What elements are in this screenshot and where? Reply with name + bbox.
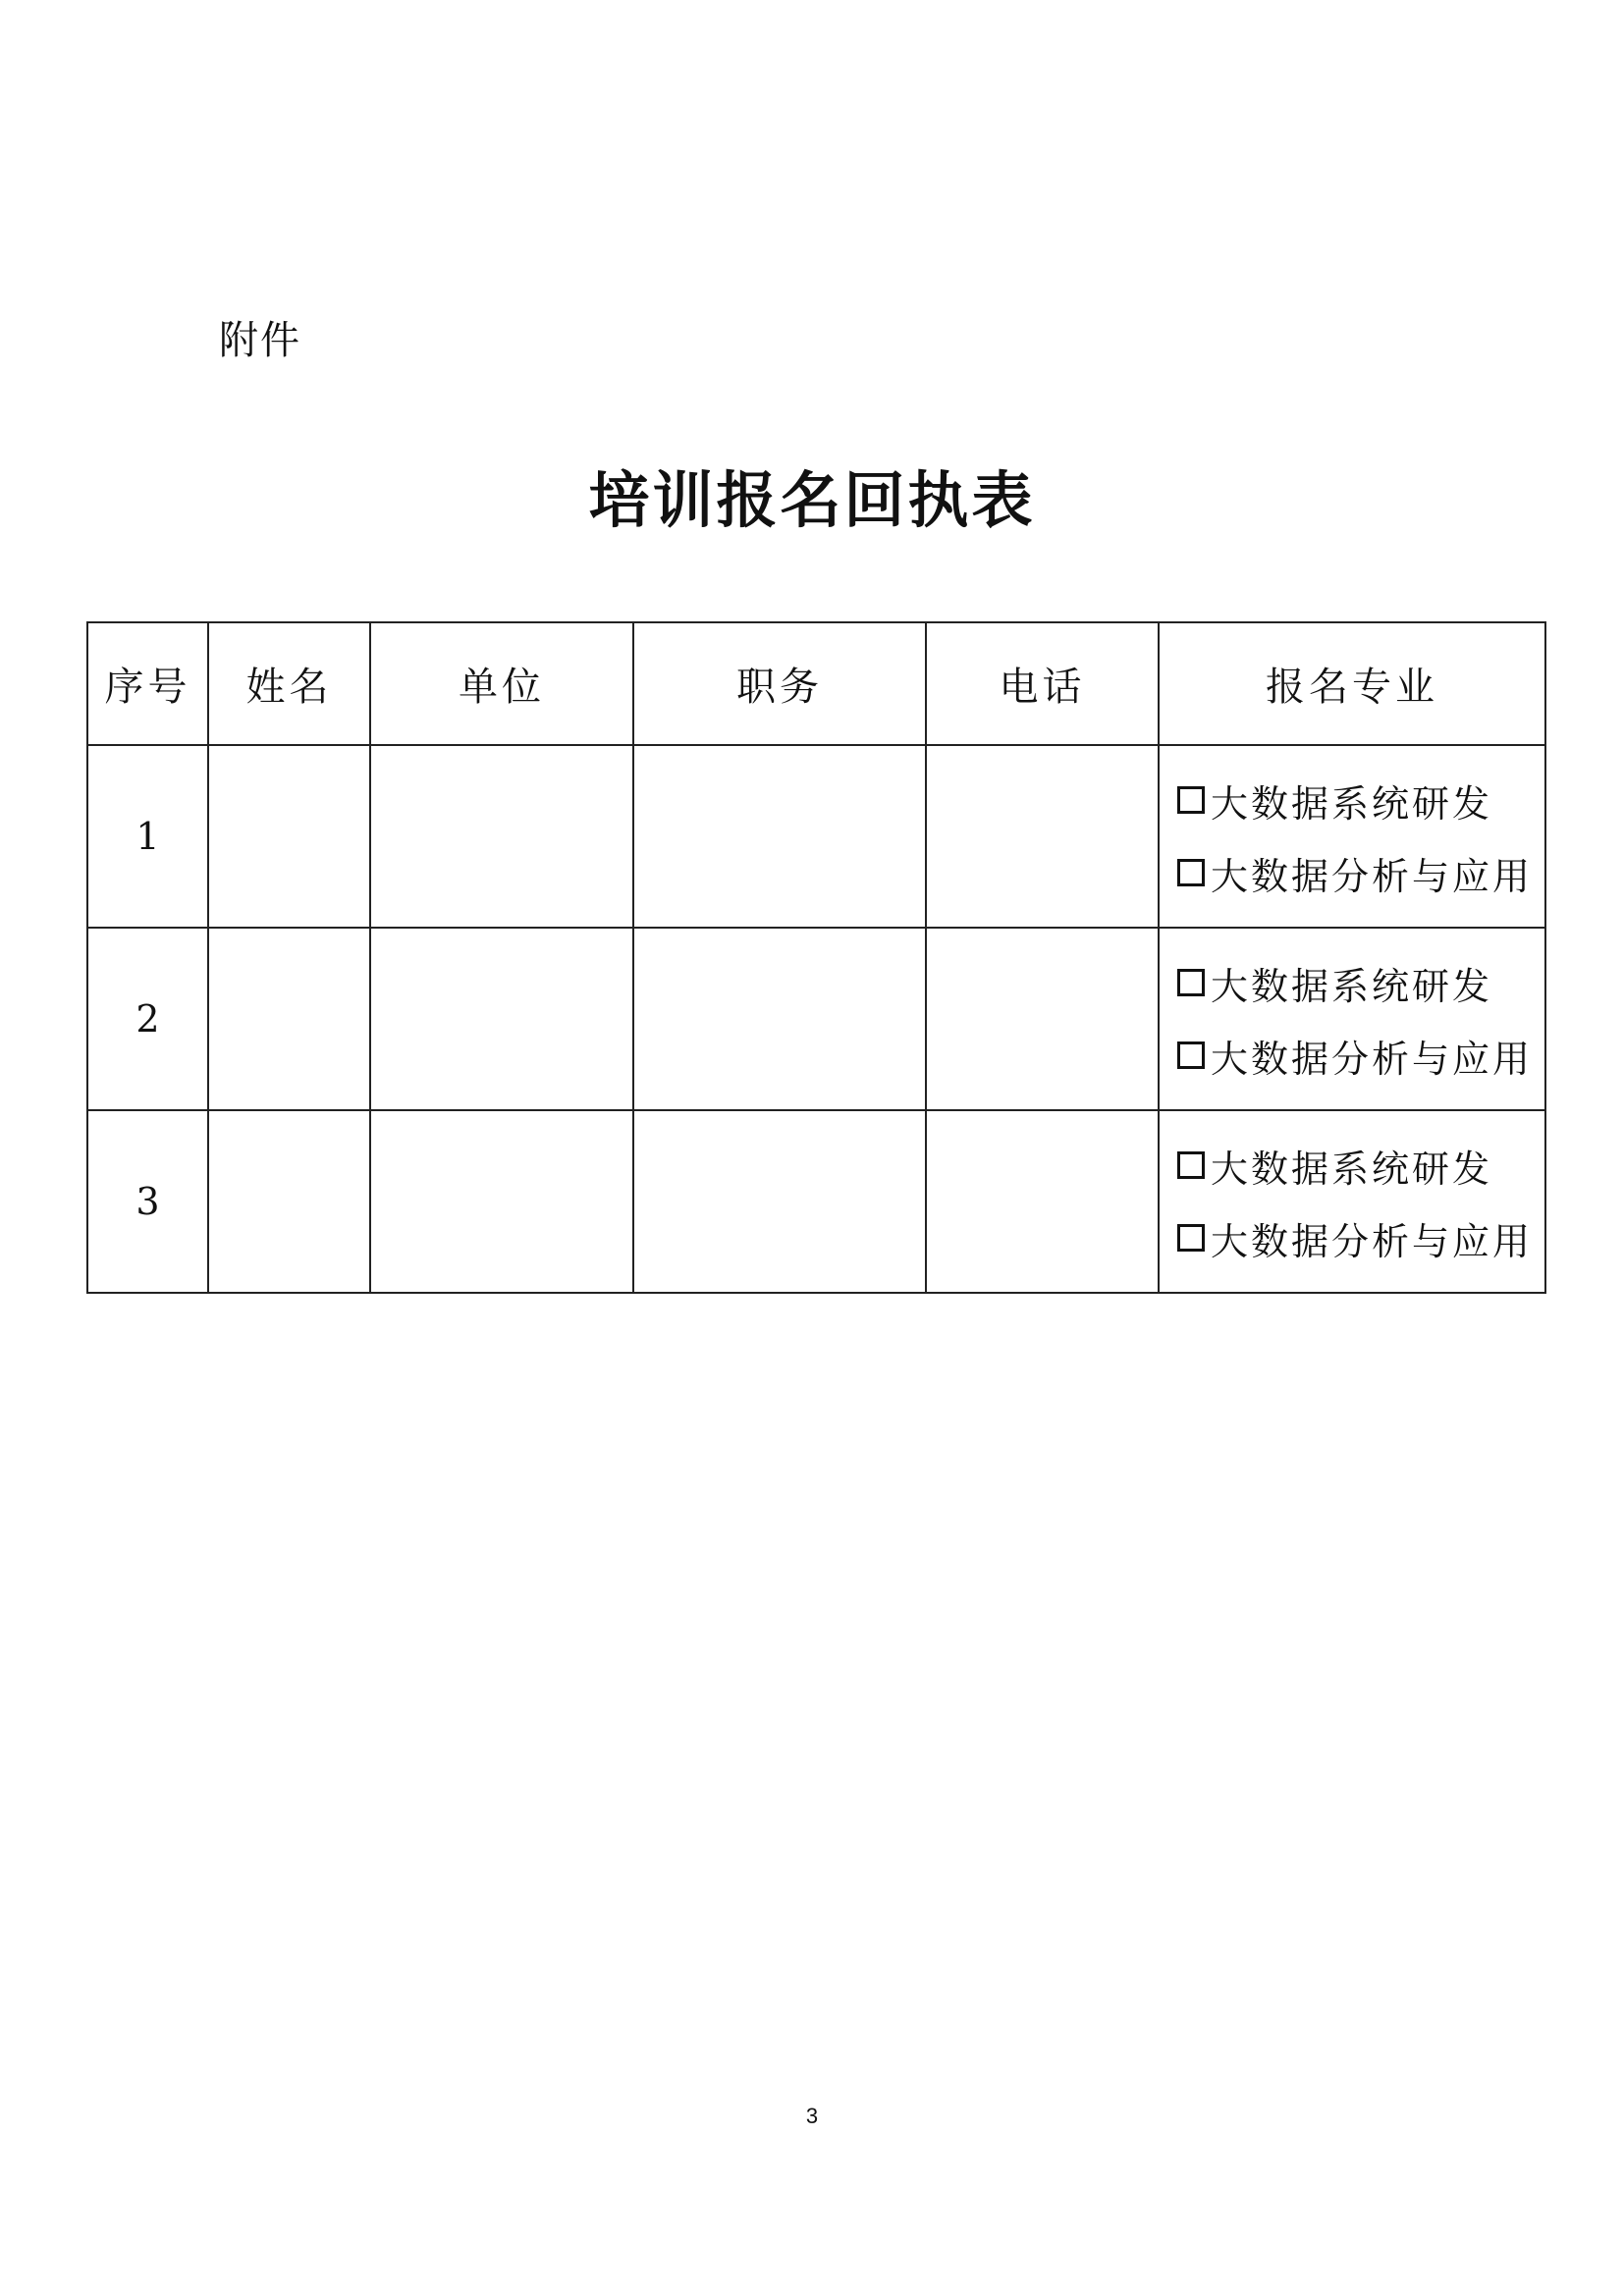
name-cell[interactable] bbox=[208, 745, 370, 928]
unit-cell[interactable] bbox=[370, 928, 633, 1110]
major-option[interactable] bbox=[1177, 1206, 1544, 1269]
checkbox-icon[interactable] bbox=[1177, 969, 1205, 996]
major-option-label: 大数据系统研发 bbox=[1211, 1147, 1493, 1191]
major-option[interactable] bbox=[1177, 1024, 1544, 1087]
column-header-major: 报名专业 bbox=[1159, 622, 1545, 745]
page-title: 培训报名回执表 bbox=[588, 464, 1036, 536]
major-option-label: 大数据系统研发 bbox=[1211, 964, 1493, 1008]
checkbox-icon[interactable] bbox=[1177, 859, 1205, 886]
row-seq: 3 bbox=[87, 1110, 208, 1293]
major-option[interactable] bbox=[1177, 769, 1544, 831]
checkbox-icon[interactable] bbox=[1177, 1224, 1205, 1252]
position-cell[interactable] bbox=[633, 1110, 926, 1293]
major-cell bbox=[1159, 745, 1545, 928]
name-cell[interactable] bbox=[208, 1110, 370, 1293]
attachment-label: 附件 bbox=[219, 318, 301, 363]
row-seq: 1 bbox=[87, 745, 208, 928]
major-option-label: 大数据分析与应用 bbox=[1211, 1219, 1534, 1263]
table-row bbox=[87, 928, 1545, 1110]
major-option-label: 大数据系统研发 bbox=[1211, 781, 1493, 826]
position-cell[interactable] bbox=[633, 745, 926, 928]
unit-cell[interactable] bbox=[370, 1110, 633, 1293]
major-option-label: 大数据分析与应用 bbox=[1211, 854, 1534, 898]
column-header-position: 职务 bbox=[633, 622, 926, 745]
column-header-unit: 单位 bbox=[370, 622, 633, 745]
major-option[interactable] bbox=[1177, 1134, 1544, 1197]
checkbox-icon[interactable] bbox=[1177, 1041, 1205, 1069]
major-cell bbox=[1159, 928, 1545, 1110]
checkbox-icon[interactable] bbox=[1177, 1151, 1205, 1179]
registration-table bbox=[86, 621, 1546, 1294]
major-option[interactable] bbox=[1177, 951, 1544, 1014]
page-number: 3 bbox=[805, 2104, 819, 2128]
row-seq: 2 bbox=[87, 928, 208, 1110]
major-cell bbox=[1159, 1110, 1545, 1293]
column-header-phone: 电话 bbox=[926, 622, 1159, 745]
table-row bbox=[87, 1110, 1545, 1293]
major-option[interactable] bbox=[1177, 841, 1544, 904]
table-header-row bbox=[87, 622, 1545, 745]
major-option-label: 大数据分析与应用 bbox=[1211, 1037, 1534, 1081]
phone-cell[interactable] bbox=[926, 928, 1159, 1110]
column-header-seq: 序号 bbox=[87, 622, 208, 745]
name-cell[interactable] bbox=[208, 928, 370, 1110]
position-cell[interactable] bbox=[633, 928, 926, 1110]
phone-cell[interactable] bbox=[926, 745, 1159, 928]
table-row bbox=[87, 745, 1545, 928]
phone-cell[interactable] bbox=[926, 1110, 1159, 1293]
unit-cell[interactable] bbox=[370, 745, 633, 928]
column-header-name: 姓名 bbox=[208, 622, 370, 745]
checkbox-icon[interactable] bbox=[1177, 786, 1205, 814]
